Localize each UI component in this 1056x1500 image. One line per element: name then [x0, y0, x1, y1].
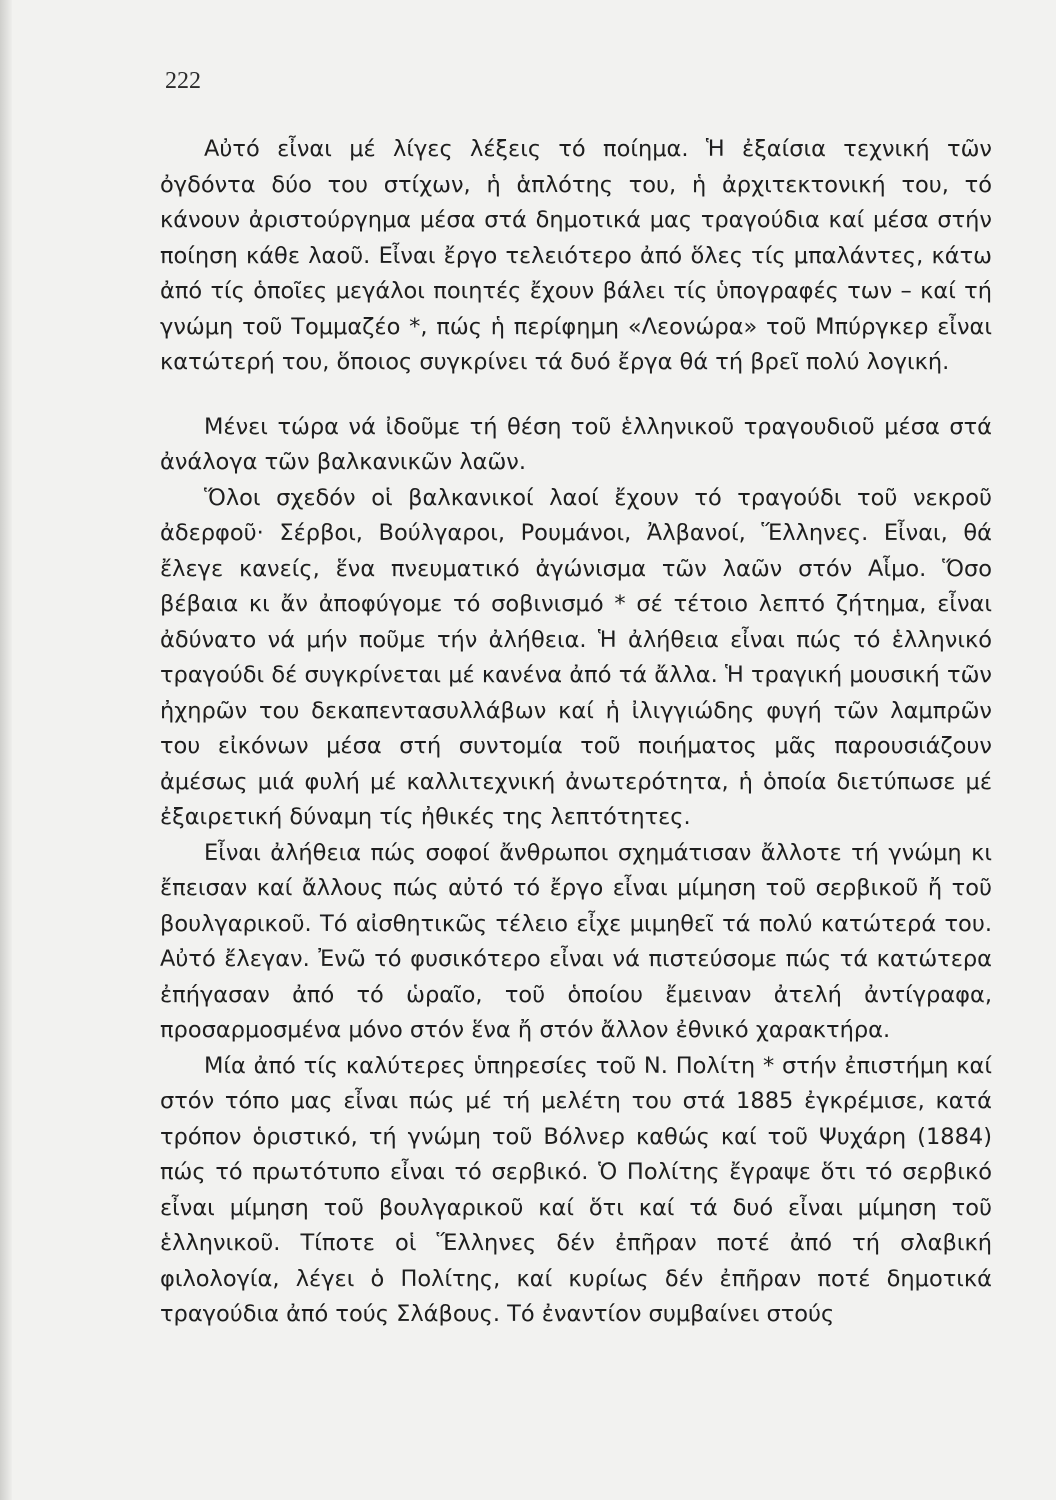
paragraph-2: Μένει τώρα νά ἰδοῦμε τή θέση τοῦ ἑλληνικοῦ τραγουδιοῦ μέσα στά ἀνάλογα τῶν βαλκανικῶν λαῶν.: [160, 413, 992, 475]
paragraph-1: Αὐτό εἶναι μέ λίγες λέξεις τό ποίημα. Ἡ ἐξαίσια τεχνική τῶν ὀγδόντα δύο του στίχων, ἡ ἁπλότης του, ἡ ἀρχιτεκτονική του, τό κάνουν ἀριστούργημα μέσα στά δημοτικά μας τραγούδια καί μέσα στήν ποίηση κάθε λαοῦ. Εἶναι ἔργο τελειότερο ἀπό ὅλες τίς μπαλάντες, κάτω ἀπό τίς ὁποῖες μεγάλοι ποιητές ἔχουν βάλει τίς ὑπογραφές των – καί τή γνώμη τοῦ Τομμαζέο *, πώς ἡ περίφημη «Λεονώρα» τοῦ Μπύργκερ εἶναι κατώτερή του, ὅποιος συγκρίνει τά δυό ἔργα θά τή βρεῖ πολύ λογική.: [160, 136, 992, 375]
paragraph-5: Μία ἀπό τίς καλύτερες ὑπηρεσίες τοῦ Ν. Πολίτη * στήν ἐπιστήμη καί στόν τόπο μας εἶναι πώς μέ τή μελέτη του στά 1885 ἐγκρέμισε, κατά τρόπον ὁριστικό, τή γνώμη τοῦ Βόλνερ καθώς καί τοῦ Ψυχάρη (1884) πώς τό πρωτότυπο εἶναι τό σερβικό. Ὁ Πολίτης ἔγραψε ὅτι τό σερβικό εἶναι μίμηση τοῦ βουλγαρικοῦ καί ὅτι καί τά δυό εἶναι μίμηση τοῦ ἑλληνικοῦ. Τίποτε οἱ Ἕλληνες δέν ἐπῆραν ποτέ ἀπό τή σλαβική φιλολογία, λέγει ὁ Πολίτης, καί κυρίως δέν ἐπῆραν ποτέ δημοτικά τραγούδια ἀπό τούς Σλάβους. Τό ἐναντίον συμβαίνει στούς: [160, 1052, 992, 1327]
paragraph-3: Ὅλοι σχεδόν οἱ βαλκανικοί λαοί ἔχουν τό τραγούδι τοῦ νεκροῦ ἀδερφοῦ· Σέρβοι, Βούλγαροι, Ρουμάνοι, Ἀλβανοί, Ἕλληνες. Εἶναι, θά ἔλεγε κανείς, ἕνα πνευματικό ἀγώνισμα τῶν λαῶν στόν Αἷμο. Ὅσο βέβαια κι ἄν ἀποφύγομε τό σοβινισμό * σέ τέτοιο λεπτό ζήτημα, εἶναι ἀδύνατο νά μήν ποῦμε τήν ἀλήθεια. Ἡ ἀλήθεια εἶναι πώς τό ἑλληνικό τραγούδι δέ συγκρίνεται μέ κανένα ἀπό τά ἄλλα. Ἡ τραγική μουσική τῶν ἠχηρῶν του δεκαπεντασυλλάβων καί ἡ ἰλιγγιώδης φυγή τῶν λαμπρῶν του εἰκόνων μέσα στή συντομία τοῦ ποιήματος μᾶς παρουσιάζουν ἀμέσως μιά φυλή μέ καλλιτεχνική ἀνωτερότητα, ἡ ὁποία διετύπωσε μέ ἐξαιρετική δύναμη τίς ἠθικές της λεπτότητες.: [160, 484, 992, 830]
paragraph-4: Εἶναι ἀλήθεια πώς σοφοί ἄνθρωποι σχημάτισαν ἄλλοτε τή γνώμη κι ἔπεισαν καί ἄλλους πώς αὐτό τό ἔργο εἶναι μίμηση τοῦ σερβικοῦ ἤ τοῦ βουλγαρικοῦ. Τό αἰσθητικῶς τέλειο εἶχε μιμηθεῖ τά πολύ κατώτερά του. Αὐτό ἔλεγαν. Ἐνῶ τό φυσικότερο εἶναι νά πιστεύσομε πώς τά κατώτερα ἐπήγασαν ἀπό τό ὡραῖο, τοῦ ὁποίου ἔμειναν ἀτελή ἀντίγραφα, προσαρμοσμένα μόνο στόν ἕνα ἤ στόν ἄλλον ἐθνικό χαρακτήρα.: [160, 839, 992, 1043]
page-edge-shadow: [0, 0, 12, 1500]
body-text: [160, 132, 992, 1333]
page-number: 222: [165, 68, 201, 94]
